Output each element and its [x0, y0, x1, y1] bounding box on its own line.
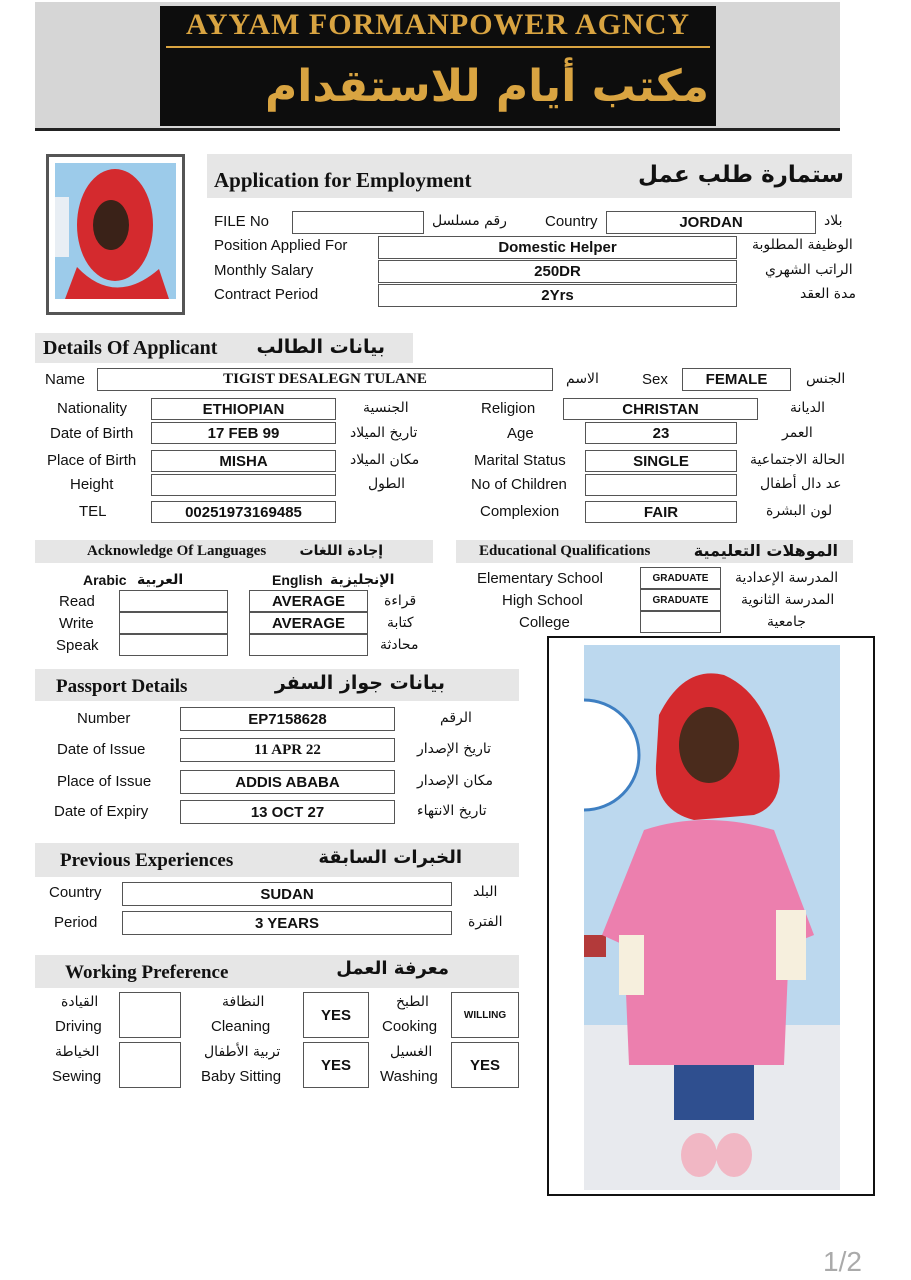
page-indicator: 1/2 — [823, 1246, 862, 1277]
experience-section-header — [35, 843, 519, 877]
lang-write-label-arabic: كتابة — [387, 615, 414, 631]
passport-expiry-label: Date of Expiry — [54, 803, 149, 820]
marital-label-arabic: الحالة الاجتماعية — [750, 452, 845, 468]
cleaning-label: Cleaning — [211, 1018, 271, 1035]
salary-label: Monthly Salary — [214, 262, 314, 279]
pob-label-arabic: مكان الميلاد — [350, 452, 420, 468]
marital-field[interactable]: SINGLE — [585, 450, 737, 472]
tel-field[interactable]: 00251973169485 — [151, 501, 336, 523]
file-no-label: FILE No — [214, 213, 270, 230]
lang-write-label: Write — [59, 615, 94, 632]
sex-label-arabic: الجنس — [806, 371, 846, 387]
lang-english-col: English — [272, 572, 323, 588]
dob-label: Date of Birth — [50, 425, 134, 442]
portrait-photo — [46, 154, 185, 315]
country-label-arabic: بلاد — [824, 213, 843, 229]
lang-speak-label-arabic: محادثة — [380, 637, 419, 653]
passport-expiry-field[interactable]: 13 OCT 27 — [180, 800, 395, 824]
pob-label: Place of Birth — [47, 452, 137, 469]
sex-label: Sex — [642, 371, 668, 388]
edu-high-field[interactable]: GRADUATE — [640, 589, 721, 611]
agency-logo — [160, 6, 716, 126]
lang-read-arabic[interactable] — [119, 590, 228, 612]
washing-label: Washing — [380, 1068, 438, 1085]
edu-high-label-arabic: المدرسة الثانوية — [741, 592, 835, 608]
education-title: Educational Qualifications — [479, 543, 651, 559]
file-no-field[interactable] — [292, 211, 424, 234]
cleaning-label-arabic: النظافة — [222, 994, 265, 1010]
lang-write-arabic[interactable] — [119, 612, 228, 634]
edu-elementary-label-arabic: المدرسة الإعدادية — [735, 570, 839, 586]
preference-section-header — [35, 955, 519, 988]
lang-speak-label: Speak — [56, 637, 99, 654]
sewing-label-arabic: الخياطة — [55, 1044, 100, 1060]
dob-field[interactable]: 17 FEB 99 — [151, 422, 336, 444]
preference-title: Working Preference — [65, 962, 229, 983]
edu-elementary-field[interactable]: GRADUATE — [640, 567, 721, 589]
age-field[interactable]: 23 — [585, 422, 737, 444]
children-label: No of Children — [471, 476, 567, 493]
name-label-arabic: الاسم — [566, 371, 599, 387]
nationality-field[interactable]: ETHIOPIAN — [151, 398, 336, 420]
experience-title: Previous Experiences — [60, 850, 234, 871]
lang-write-english[interactable]: AVERAGE — [249, 612, 368, 634]
passport-issue-date-label-arabic: تاريخ الإصدار — [417, 741, 492, 757]
cooking-field[interactable]: WILLING — [451, 992, 519, 1038]
children-label-arabic: عد دال أطفال — [760, 476, 842, 492]
preference-title-arabic: معرفة العمل — [336, 958, 449, 979]
agency-name: AYYAM FORMANPOWER AGNCY — [185, 8, 691, 41]
application-title: Application for Employment — [214, 168, 472, 192]
languages-title-arabic: إجادة اللغات — [299, 543, 383, 559]
contract-field[interactable]: 2Yrs — [378, 284, 737, 307]
education-title-arabic: الموهلات التعليمية — [693, 541, 838, 560]
passport-expiry-label-arabic: تاريخ الانتهاء — [417, 803, 487, 819]
cleaning-field[interactable]: YES — [303, 992, 369, 1038]
edu-college-label: College — [519, 614, 570, 631]
experience-country-field[interactable]: SUDAN — [122, 882, 452, 906]
passport-issue-place-label: Place of Issue — [57, 773, 152, 790]
sewing-label: Sewing — [52, 1068, 102, 1085]
lang-speak-arabic[interactable] — [119, 634, 228, 656]
lang-speak-english[interactable] — [249, 634, 368, 656]
lang-arabic-col-arabic: العربية — [137, 572, 184, 588]
salary-field[interactable]: 250DR — [378, 260, 737, 283]
baby-sitting-field[interactable]: YES — [303, 1042, 369, 1088]
nationality-label-arabic: الجنسية — [363, 400, 409, 416]
edu-elementary-label: Elementary School — [477, 570, 603, 587]
application-section-header — [207, 154, 852, 198]
passport-issue-date-field[interactable]: 11 APR 22 — [180, 738, 395, 762]
baby-sitting-label: Baby Sitting — [201, 1068, 282, 1085]
lang-read-label-arabic: قراءة — [384, 593, 417, 609]
experience-period-label: Period — [54, 914, 98, 931]
driving-label: Driving — [55, 1018, 102, 1035]
agency-underline — [166, 46, 710, 48]
file-no-label-arabic: رقم مسلسل — [432, 213, 507, 229]
sex-field[interactable]: FEMALE — [682, 368, 791, 391]
applicant-title: Details Of Applicant — [43, 337, 218, 359]
marital-label: Marital Status — [474, 452, 566, 469]
position-label-arabic: الوظيفة المطلوبة — [752, 237, 853, 253]
country-field[interactable]: JORDAN — [606, 211, 816, 234]
nationality-label: Nationality — [57, 400, 128, 417]
age-label: Age — [507, 425, 534, 442]
languages-title: Acknowledge Of Languages — [87, 543, 267, 559]
salary-label-arabic: الراتب الشهري — [765, 262, 853, 278]
complexion-field[interactable]: FAIR — [585, 501, 737, 523]
children-field[interactable] — [585, 474, 737, 496]
height-label: Height — [70, 476, 114, 493]
applicant-section-header — [35, 333, 413, 363]
applicant-title-arabic: بيانات الطالب — [256, 336, 385, 358]
tel-label: TEL — [79, 503, 107, 520]
education-section-header — [456, 540, 853, 563]
washing-label-arabic: الغسيل — [390, 1044, 433, 1060]
pob-field[interactable]: MISHA — [151, 450, 336, 472]
passport-issue-place-field[interactable]: ADDIS ABABA — [180, 770, 395, 794]
driving-label-arabic: القيادة — [61, 994, 99, 1010]
passport-issue-place-label-arabic: مكان الإصدار — [417, 773, 493, 789]
experience-title-arabic: الخبرات السابقة — [318, 847, 462, 868]
passport-title: Passport Details — [56, 676, 188, 697]
religion-label: Religion — [481, 400, 536, 417]
experience-country-label: Country — [49, 884, 102, 901]
baby-sitting-label-arabic: تربية الأطفال — [204, 1044, 281, 1060]
lang-english-col-arabic: الإنجليزية — [330, 572, 395, 588]
religion-label-arabic: الديانة — [790, 400, 826, 416]
lang-read-label: Read — [59, 593, 95, 610]
complexion-label: Complexion — [480, 503, 560, 520]
dob-label-arabic: تاريخ الميلاد — [350, 425, 418, 441]
agency-name-arabic: مكتب أيام للاستقدام — [265, 61, 709, 112]
passport-issue-date-label: Date of Issue — [57, 741, 146, 758]
washing-field[interactable]: YES — [451, 1042, 519, 1088]
experience-period-field[interactable]: 3 YEARS — [122, 911, 452, 935]
passport-number-field[interactable]: EP7158628 — [180, 707, 395, 731]
sewing-field[interactable] — [119, 1042, 181, 1088]
passport-number-label: Number — [77, 710, 131, 727]
age-label-arabic: العمر — [782, 425, 813, 441]
passport-number-label-arabic: الرقم — [440, 710, 472, 726]
position-label: Position Applied For — [214, 237, 348, 254]
experience-country-label-arabic: البلد — [473, 884, 498, 900]
cooking-label: Cooking — [382, 1018, 438, 1035]
name-field[interactable]: TIGIST DESALEGN TULANE — [97, 368, 553, 391]
name-label: Name — [45, 371, 86, 388]
lang-read-english[interactable]: AVERAGE — [249, 590, 368, 612]
cooking-label-arabic: الطبخ — [396, 994, 429, 1010]
driving-field[interactable] — [119, 992, 181, 1038]
application-title-arabic: ستمارة طلب عمل — [638, 162, 844, 188]
edu-college-label-arabic: جامعية — [767, 614, 806, 630]
height-field[interactable] — [151, 474, 336, 496]
country-label: Country — [545, 213, 598, 230]
religion-field[interactable]: CHRISTAN — [563, 398, 758, 420]
passport-section-header — [35, 669, 519, 701]
edu-college-field[interactable] — [640, 611, 721, 633]
full-body-photo — [547, 636, 875, 1196]
complexion-label-arabic: لون البشرة — [766, 503, 833, 519]
position-field[interactable]: Domestic Helper — [378, 236, 737, 259]
passport-title-arabic: بيانات جواز السفر — [274, 672, 445, 694]
experience-period-label-arabic: الفترة — [468, 914, 503, 930]
height-label-arabic: الطول — [368, 476, 406, 492]
languages-section-header — [35, 540, 433, 563]
lang-arabic-col: Arabic — [83, 572, 127, 588]
contract-label: Contract Period — [214, 286, 319, 303]
edu-high-label: High School — [502, 592, 583, 609]
contract-label-arabic: مدة العقد — [800, 286, 856, 302]
